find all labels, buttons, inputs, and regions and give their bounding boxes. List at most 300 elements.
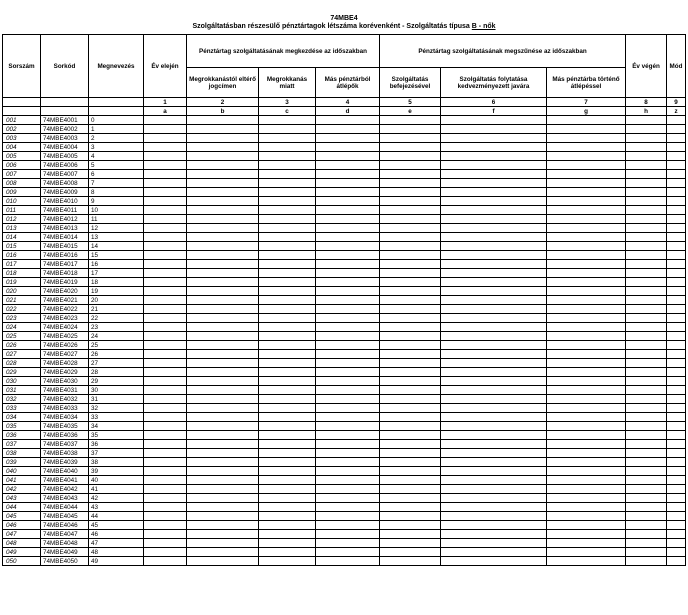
value-cell[interactable] bbox=[144, 440, 187, 449]
value-cell[interactable] bbox=[380, 215, 441, 224]
value-cell[interactable] bbox=[626, 134, 667, 143]
value-cell[interactable] bbox=[547, 476, 626, 485]
value-cell[interactable] bbox=[441, 368, 547, 377]
value-cell[interactable] bbox=[441, 161, 547, 170]
value-cell[interactable] bbox=[316, 503, 380, 512]
value-cell[interactable] bbox=[187, 548, 259, 557]
value-cell[interactable] bbox=[380, 539, 441, 548]
value-cell[interactable] bbox=[259, 161, 316, 170]
value-cell[interactable] bbox=[547, 440, 626, 449]
value-cell[interactable] bbox=[667, 467, 686, 476]
value-cell[interactable] bbox=[667, 530, 686, 539]
value-cell[interactable] bbox=[547, 233, 626, 242]
value-cell[interactable] bbox=[144, 314, 187, 323]
value-cell[interactable] bbox=[441, 260, 547, 269]
value-cell[interactable] bbox=[626, 341, 667, 350]
value-cell[interactable] bbox=[626, 368, 667, 377]
value-cell[interactable] bbox=[547, 314, 626, 323]
value-cell[interactable] bbox=[626, 305, 667, 314]
value-cell[interactable] bbox=[187, 539, 259, 548]
value-cell[interactable] bbox=[380, 224, 441, 233]
value-cell[interactable] bbox=[667, 215, 686, 224]
value-cell[interactable] bbox=[144, 467, 187, 476]
value-cell[interactable] bbox=[144, 539, 187, 548]
value-cell[interactable] bbox=[144, 404, 187, 413]
value-cell[interactable] bbox=[187, 170, 259, 179]
value-cell[interactable] bbox=[316, 215, 380, 224]
value-cell[interactable] bbox=[144, 422, 187, 431]
value-cell[interactable] bbox=[187, 341, 259, 350]
value-cell[interactable] bbox=[187, 368, 259, 377]
value-cell[interactable] bbox=[626, 170, 667, 179]
value-cell[interactable] bbox=[259, 458, 316, 467]
value-cell[interactable] bbox=[547, 368, 626, 377]
value-cell[interactable] bbox=[144, 530, 187, 539]
value-cell[interactable] bbox=[547, 530, 626, 539]
value-cell[interactable] bbox=[380, 440, 441, 449]
value-cell[interactable] bbox=[626, 377, 667, 386]
value-cell[interactable] bbox=[316, 206, 380, 215]
value-cell[interactable] bbox=[316, 404, 380, 413]
value-cell[interactable] bbox=[441, 296, 547, 305]
value-cell[interactable] bbox=[380, 368, 441, 377]
value-cell[interactable] bbox=[187, 359, 259, 368]
value-cell[interactable] bbox=[547, 449, 626, 458]
value-cell[interactable] bbox=[144, 368, 187, 377]
value-cell[interactable] bbox=[380, 206, 441, 215]
value-cell[interactable] bbox=[187, 260, 259, 269]
value-cell[interactable] bbox=[144, 143, 187, 152]
value-cell[interactable] bbox=[626, 539, 667, 548]
value-cell[interactable] bbox=[316, 188, 380, 197]
value-cell[interactable] bbox=[626, 458, 667, 467]
value-cell[interactable] bbox=[441, 323, 547, 332]
value-cell[interactable] bbox=[187, 332, 259, 341]
value-cell[interactable] bbox=[259, 440, 316, 449]
value-cell[interactable] bbox=[316, 224, 380, 233]
value-cell[interactable] bbox=[144, 503, 187, 512]
value-cell[interactable] bbox=[547, 332, 626, 341]
value-cell[interactable] bbox=[380, 116, 441, 125]
value-cell[interactable] bbox=[626, 440, 667, 449]
value-cell[interactable] bbox=[259, 242, 316, 251]
value-cell[interactable] bbox=[187, 377, 259, 386]
value-cell[interactable] bbox=[187, 476, 259, 485]
value-cell[interactable] bbox=[626, 548, 667, 557]
value-cell[interactable] bbox=[144, 206, 187, 215]
value-cell[interactable] bbox=[441, 539, 547, 548]
value-cell[interactable] bbox=[547, 386, 626, 395]
value-cell[interactable] bbox=[380, 188, 441, 197]
value-cell[interactable] bbox=[259, 287, 316, 296]
value-cell[interactable] bbox=[316, 512, 380, 521]
value-cell[interactable] bbox=[441, 440, 547, 449]
value-cell[interactable] bbox=[626, 287, 667, 296]
value-cell[interactable] bbox=[380, 125, 441, 134]
value-cell[interactable] bbox=[144, 296, 187, 305]
value-cell[interactable] bbox=[441, 476, 547, 485]
value-cell[interactable] bbox=[259, 278, 316, 287]
value-cell[interactable] bbox=[259, 404, 316, 413]
value-cell[interactable] bbox=[547, 458, 626, 467]
value-cell[interactable] bbox=[626, 413, 667, 422]
value-cell[interactable] bbox=[547, 251, 626, 260]
value-cell[interactable] bbox=[667, 377, 686, 386]
value-cell[interactable] bbox=[316, 251, 380, 260]
value-cell[interactable] bbox=[144, 287, 187, 296]
value-cell[interactable] bbox=[187, 557, 259, 566]
value-cell[interactable] bbox=[547, 242, 626, 251]
value-cell[interactable] bbox=[380, 512, 441, 521]
value-cell[interactable] bbox=[187, 530, 259, 539]
value-cell[interactable] bbox=[316, 395, 380, 404]
value-cell[interactable] bbox=[441, 359, 547, 368]
value-cell[interactable] bbox=[144, 557, 187, 566]
value-cell[interactable] bbox=[380, 242, 441, 251]
value-cell[interactable] bbox=[259, 269, 316, 278]
value-cell[interactable] bbox=[316, 467, 380, 476]
value-cell[interactable] bbox=[547, 278, 626, 287]
value-cell[interactable] bbox=[187, 197, 259, 206]
value-cell[interactable] bbox=[380, 323, 441, 332]
value-cell[interactable] bbox=[316, 494, 380, 503]
value-cell[interactable] bbox=[547, 179, 626, 188]
value-cell[interactable] bbox=[316, 305, 380, 314]
value-cell[interactable] bbox=[144, 242, 187, 251]
value-cell[interactable] bbox=[144, 197, 187, 206]
value-cell[interactable] bbox=[547, 350, 626, 359]
value-cell[interactable] bbox=[547, 296, 626, 305]
value-cell[interactable] bbox=[626, 269, 667, 278]
value-cell[interactable] bbox=[441, 350, 547, 359]
value-cell[interactable] bbox=[547, 215, 626, 224]
value-cell[interactable] bbox=[441, 494, 547, 503]
value-cell[interactable] bbox=[667, 116, 686, 125]
value-cell[interactable] bbox=[187, 143, 259, 152]
value-cell[interactable] bbox=[626, 530, 667, 539]
value-cell[interactable] bbox=[667, 332, 686, 341]
value-cell[interactable] bbox=[187, 305, 259, 314]
value-cell[interactable] bbox=[144, 152, 187, 161]
value-cell[interactable] bbox=[259, 548, 316, 557]
value-cell[interactable] bbox=[144, 413, 187, 422]
value-cell[interactable] bbox=[667, 503, 686, 512]
value-cell[interactable] bbox=[259, 467, 316, 476]
value-cell[interactable] bbox=[144, 431, 187, 440]
value-cell[interactable] bbox=[187, 521, 259, 530]
value-cell[interactable] bbox=[667, 179, 686, 188]
value-cell[interactable] bbox=[441, 287, 547, 296]
value-cell[interactable] bbox=[316, 116, 380, 125]
value-cell[interactable] bbox=[441, 233, 547, 242]
value-cell[interactable] bbox=[380, 359, 441, 368]
value-cell[interactable] bbox=[259, 413, 316, 422]
value-cell[interactable] bbox=[380, 134, 441, 143]
value-cell[interactable] bbox=[547, 494, 626, 503]
value-cell[interactable] bbox=[259, 215, 316, 224]
value-cell[interactable] bbox=[626, 296, 667, 305]
value-cell[interactable] bbox=[144, 521, 187, 530]
value-cell[interactable] bbox=[380, 548, 441, 557]
value-cell[interactable] bbox=[626, 215, 667, 224]
value-cell[interactable] bbox=[316, 323, 380, 332]
value-cell[interactable] bbox=[547, 152, 626, 161]
value-cell[interactable] bbox=[187, 323, 259, 332]
value-cell[interactable] bbox=[144, 224, 187, 233]
value-cell[interactable] bbox=[187, 269, 259, 278]
value-cell[interactable] bbox=[380, 233, 441, 242]
value-cell[interactable] bbox=[626, 188, 667, 197]
value-cell[interactable] bbox=[441, 395, 547, 404]
value-cell[interactable] bbox=[259, 233, 316, 242]
value-cell[interactable] bbox=[316, 476, 380, 485]
value-cell[interactable] bbox=[380, 269, 441, 278]
value-cell[interactable] bbox=[316, 152, 380, 161]
value-cell[interactable] bbox=[547, 260, 626, 269]
value-cell[interactable] bbox=[441, 341, 547, 350]
value-cell[interactable] bbox=[547, 206, 626, 215]
value-cell[interactable] bbox=[441, 170, 547, 179]
value-cell[interactable] bbox=[380, 341, 441, 350]
value-cell[interactable] bbox=[316, 197, 380, 206]
value-cell[interactable] bbox=[547, 134, 626, 143]
value-cell[interactable] bbox=[316, 431, 380, 440]
value-cell[interactable] bbox=[547, 503, 626, 512]
value-cell[interactable] bbox=[667, 359, 686, 368]
value-cell[interactable] bbox=[316, 125, 380, 134]
value-cell[interactable] bbox=[380, 305, 441, 314]
value-cell[interactable] bbox=[316, 557, 380, 566]
value-cell[interactable] bbox=[316, 368, 380, 377]
value-cell[interactable] bbox=[144, 449, 187, 458]
value-cell[interactable] bbox=[626, 494, 667, 503]
value-cell[interactable] bbox=[667, 350, 686, 359]
value-cell[interactable] bbox=[316, 269, 380, 278]
value-cell[interactable] bbox=[667, 323, 686, 332]
value-cell[interactable] bbox=[626, 242, 667, 251]
value-cell[interactable] bbox=[626, 485, 667, 494]
value-cell[interactable] bbox=[316, 179, 380, 188]
value-cell[interactable] bbox=[144, 494, 187, 503]
value-cell[interactable] bbox=[380, 278, 441, 287]
value-cell[interactable] bbox=[259, 485, 316, 494]
value-cell[interactable] bbox=[380, 260, 441, 269]
value-cell[interactable] bbox=[144, 512, 187, 521]
value-cell[interactable] bbox=[144, 332, 187, 341]
value-cell[interactable] bbox=[316, 548, 380, 557]
value-cell[interactable] bbox=[187, 449, 259, 458]
value-cell[interactable] bbox=[187, 386, 259, 395]
value-cell[interactable] bbox=[667, 341, 686, 350]
value-cell[interactable] bbox=[316, 287, 380, 296]
value-cell[interactable] bbox=[626, 125, 667, 134]
value-cell[interactable] bbox=[316, 485, 380, 494]
value-cell[interactable] bbox=[547, 188, 626, 197]
value-cell[interactable] bbox=[626, 251, 667, 260]
value-cell[interactable] bbox=[441, 431, 547, 440]
value-cell[interactable] bbox=[187, 422, 259, 431]
value-cell[interactable] bbox=[144, 269, 187, 278]
value-cell[interactable] bbox=[667, 548, 686, 557]
value-cell[interactable] bbox=[316, 161, 380, 170]
value-cell[interactable] bbox=[547, 395, 626, 404]
value-cell[interactable] bbox=[547, 170, 626, 179]
value-cell[interactable] bbox=[667, 233, 686, 242]
value-cell[interactable] bbox=[380, 350, 441, 359]
value-cell[interactable] bbox=[667, 125, 686, 134]
value-cell[interactable] bbox=[316, 260, 380, 269]
value-cell[interactable] bbox=[187, 431, 259, 440]
value-cell[interactable] bbox=[259, 125, 316, 134]
value-cell[interactable] bbox=[144, 350, 187, 359]
value-cell[interactable] bbox=[626, 143, 667, 152]
value-cell[interactable] bbox=[626, 449, 667, 458]
value-cell[interactable] bbox=[626, 224, 667, 233]
value-cell[interactable] bbox=[316, 314, 380, 323]
value-cell[interactable] bbox=[667, 161, 686, 170]
value-cell[interactable] bbox=[259, 422, 316, 431]
value-cell[interactable] bbox=[441, 278, 547, 287]
value-cell[interactable] bbox=[380, 296, 441, 305]
value-cell[interactable] bbox=[667, 485, 686, 494]
value-cell[interactable] bbox=[259, 350, 316, 359]
value-cell[interactable] bbox=[667, 458, 686, 467]
value-cell[interactable] bbox=[259, 116, 316, 125]
value-cell[interactable] bbox=[187, 242, 259, 251]
value-cell[interactable] bbox=[441, 188, 547, 197]
value-cell[interactable] bbox=[187, 467, 259, 476]
value-cell[interactable] bbox=[144, 323, 187, 332]
value-cell[interactable] bbox=[187, 413, 259, 422]
value-cell[interactable] bbox=[547, 143, 626, 152]
value-cell[interactable] bbox=[667, 206, 686, 215]
value-cell[interactable] bbox=[441, 242, 547, 251]
value-cell[interactable] bbox=[380, 521, 441, 530]
value-cell[interactable] bbox=[259, 224, 316, 233]
value-cell[interactable] bbox=[547, 548, 626, 557]
value-cell[interactable] bbox=[441, 503, 547, 512]
value-cell[interactable] bbox=[626, 521, 667, 530]
value-cell[interactable] bbox=[547, 377, 626, 386]
value-cell[interactable] bbox=[626, 278, 667, 287]
value-cell[interactable] bbox=[144, 260, 187, 269]
value-cell[interactable] bbox=[187, 440, 259, 449]
value-cell[interactable] bbox=[259, 449, 316, 458]
value-cell[interactable] bbox=[547, 431, 626, 440]
value-cell[interactable] bbox=[259, 503, 316, 512]
value-cell[interactable] bbox=[144, 125, 187, 134]
value-cell[interactable] bbox=[441, 269, 547, 278]
value-cell[interactable] bbox=[667, 404, 686, 413]
value-cell[interactable] bbox=[626, 431, 667, 440]
value-cell[interactable] bbox=[667, 242, 686, 251]
value-cell[interactable] bbox=[667, 422, 686, 431]
value-cell[interactable] bbox=[187, 161, 259, 170]
value-cell[interactable] bbox=[667, 188, 686, 197]
value-cell[interactable] bbox=[626, 197, 667, 206]
value-cell[interactable] bbox=[259, 251, 316, 260]
value-cell[interactable] bbox=[441, 134, 547, 143]
value-cell[interactable] bbox=[626, 503, 667, 512]
value-cell[interactable] bbox=[380, 287, 441, 296]
value-cell[interactable] bbox=[380, 152, 441, 161]
value-cell[interactable] bbox=[259, 557, 316, 566]
value-cell[interactable] bbox=[441, 557, 547, 566]
value-cell[interactable] bbox=[626, 161, 667, 170]
value-cell[interactable] bbox=[547, 197, 626, 206]
value-cell[interactable] bbox=[316, 296, 380, 305]
value-cell[interactable] bbox=[441, 467, 547, 476]
value-cell[interactable] bbox=[144, 188, 187, 197]
value-cell[interactable] bbox=[667, 134, 686, 143]
value-cell[interactable] bbox=[667, 278, 686, 287]
value-cell[interactable] bbox=[380, 413, 441, 422]
value-cell[interactable] bbox=[144, 134, 187, 143]
value-cell[interactable] bbox=[316, 377, 380, 386]
value-cell[interactable] bbox=[187, 251, 259, 260]
value-cell[interactable] bbox=[380, 494, 441, 503]
value-cell[interactable] bbox=[547, 557, 626, 566]
value-cell[interactable] bbox=[187, 512, 259, 521]
value-cell[interactable] bbox=[667, 539, 686, 548]
value-cell[interactable] bbox=[259, 368, 316, 377]
value-cell[interactable] bbox=[316, 134, 380, 143]
value-cell[interactable] bbox=[316, 386, 380, 395]
value-cell[interactable] bbox=[259, 134, 316, 143]
value-cell[interactable] bbox=[259, 197, 316, 206]
value-cell[interactable] bbox=[259, 332, 316, 341]
value-cell[interactable] bbox=[667, 305, 686, 314]
value-cell[interactable] bbox=[144, 377, 187, 386]
value-cell[interactable] bbox=[667, 494, 686, 503]
value-cell[interactable] bbox=[259, 395, 316, 404]
value-cell[interactable] bbox=[547, 422, 626, 431]
value-cell[interactable] bbox=[626, 323, 667, 332]
value-cell[interactable] bbox=[259, 530, 316, 539]
value-cell[interactable] bbox=[547, 287, 626, 296]
value-cell[interactable] bbox=[259, 512, 316, 521]
value-cell[interactable] bbox=[626, 476, 667, 485]
value-cell[interactable] bbox=[626, 116, 667, 125]
value-cell[interactable] bbox=[144, 341, 187, 350]
value-cell[interactable] bbox=[626, 332, 667, 341]
value-cell[interactable] bbox=[441, 404, 547, 413]
value-cell[interactable] bbox=[144, 170, 187, 179]
value-cell[interactable] bbox=[187, 206, 259, 215]
value-cell[interactable] bbox=[187, 134, 259, 143]
value-cell[interactable] bbox=[259, 386, 316, 395]
value-cell[interactable] bbox=[441, 143, 547, 152]
value-cell[interactable] bbox=[441, 512, 547, 521]
value-cell[interactable] bbox=[667, 512, 686, 521]
value-cell[interactable] bbox=[316, 539, 380, 548]
value-cell[interactable] bbox=[667, 476, 686, 485]
value-cell[interactable] bbox=[626, 350, 667, 359]
value-cell[interactable] bbox=[316, 422, 380, 431]
value-cell[interactable] bbox=[380, 530, 441, 539]
value-cell[interactable] bbox=[441, 179, 547, 188]
value-cell[interactable] bbox=[316, 278, 380, 287]
value-cell[interactable] bbox=[441, 125, 547, 134]
value-cell[interactable] bbox=[441, 413, 547, 422]
value-cell[interactable] bbox=[441, 197, 547, 206]
value-cell[interactable] bbox=[667, 287, 686, 296]
value-cell[interactable] bbox=[316, 413, 380, 422]
value-cell[interactable] bbox=[441, 422, 547, 431]
value-cell[interactable] bbox=[441, 458, 547, 467]
value-cell[interactable] bbox=[187, 314, 259, 323]
value-cell[interactable] bbox=[380, 404, 441, 413]
